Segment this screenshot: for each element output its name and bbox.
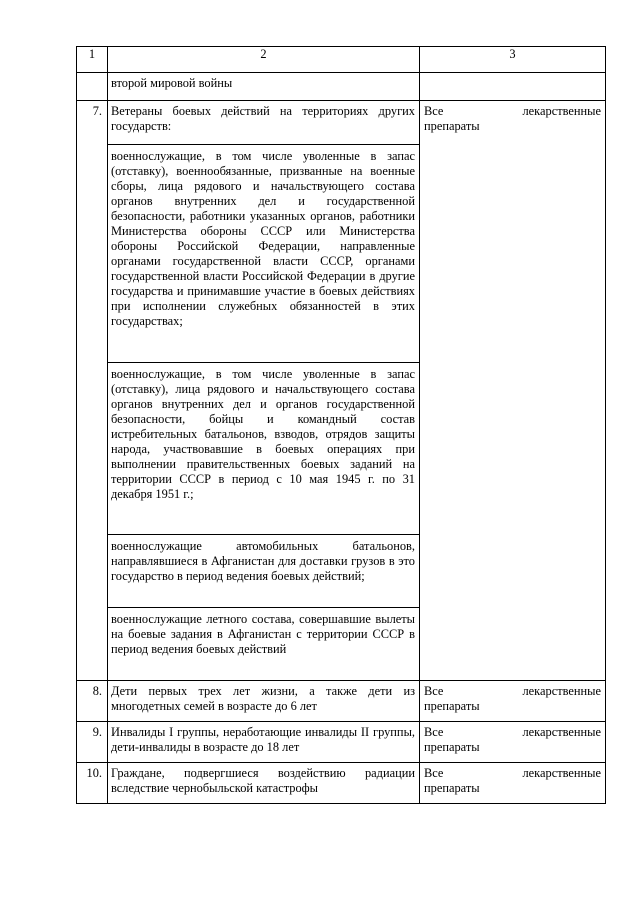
row-8: [77, 681, 606, 722]
row-9-number: 9.: [77, 722, 108, 763]
header-col1: 1: [77, 47, 108, 73]
row-7-med-word2: лекарственные: [522, 104, 601, 118]
row-10-med-word1: Все: [424, 766, 444, 780]
header-col3: 3: [420, 47, 606, 73]
row-7-number: 7.: [77, 101, 108, 681]
row-7-sub-3: военнослужащие автомобильных батальонов, направлявшиеся в Афганистан для доставки грузов в это государство в период ведения боевых действий;: [108, 534, 419, 607]
row-10-med-word2: лекарственные: [522, 766, 601, 780]
row-8-number: 8.: [77, 681, 108, 722]
row-9-med-word2: лекарственные: [522, 725, 601, 739]
row-7-sub-1: военнослужащие, в том числе уволенные в запас (отставку), военнообязанные, призванные на военные сборы, лица рядового и начальствующего состава органов внутренних дел и государственной безопасности, работники указанных органов, работники Министерства обороны СССР или Министерства обороны Российской Федерации, направленные органами государственной власти СССР, органами государственной власти Российской Федерации в другие государства и принимавшие участие в боевых действиях при исполнении служебных обязанностей в этих государствах;: [111, 149, 415, 328]
row-9-medicines: [420, 722, 606, 763]
row-10: [77, 763, 606, 804]
header-row: [77, 47, 606, 73]
row-7-med-word3: препараты: [424, 119, 480, 133]
row-7-subcategories-cell: [108, 145, 420, 681]
row-7-title-text: Ветераны боевых действий на территориях других государств:: [108, 101, 420, 145]
row-7-title: [77, 101, 606, 145]
row-7-sub-2: военнослужащие, в том числе уволенные в запас (отставку), лица рядового и начальствующего состава органов внутренних дел и органов государственной безопасности, бойцы и командный состав истребительных батальонов, взводов, отрядов защиты народа, участвовавшие в боевых операциях при выполнении правительственных боевых заданий на территории СССР в период с 10 мая 1945 г. по 31 декабря 1951 г.;: [108, 362, 419, 534]
row-9: [77, 722, 606, 763]
row-9-med-word1: Все: [424, 725, 444, 739]
continuation-text: второй мировой войны: [108, 73, 420, 101]
row-9-med-word3: препараты: [424, 740, 480, 754]
header-col2: 2: [108, 47, 420, 73]
continuation-num: [77, 73, 108, 101]
row-8-med-line1: [424, 684, 601, 699]
benefits-table: [76, 46, 606, 804]
row-10-text: Граждане, подвергшиеся воздействию радиации вследствие чернобыльской катастрофы: [108, 763, 420, 804]
row-8-med-word3: препараты: [424, 699, 480, 713]
row-10-med-word3: препараты: [424, 781, 480, 795]
row-10-medicines: [420, 763, 606, 804]
row-8-text: Дети первых трех лет жизни, а также дети из многодетных семей в возрасте до 6 лет: [108, 681, 420, 722]
continuation-row: [77, 73, 606, 101]
row-9-text: Инвалиды I группы, неработающие инвалиды II группы, дети-инвалиды в возрасте до 18 лет: [108, 722, 420, 763]
continuation-med: [420, 73, 606, 101]
row-8-med-word1: Все: [424, 684, 444, 698]
row-7-med-line1: [424, 104, 601, 119]
row-10-number: 10.: [77, 763, 108, 804]
row-10-med-line1: [424, 766, 601, 781]
row-8-medicines: [420, 681, 606, 722]
row-7-medicines: [420, 101, 606, 681]
row-7-med-word1: Все: [424, 104, 444, 118]
row-8-med-word2: лекарственные: [522, 684, 601, 698]
row-7-sub-4: военнослужащие летного состава, совершавшие вылеты на боевые задания в Афганистан с территории СССР в период ведения боевых действий: [108, 607, 419, 680]
row-9-med-line1: [424, 725, 601, 740]
